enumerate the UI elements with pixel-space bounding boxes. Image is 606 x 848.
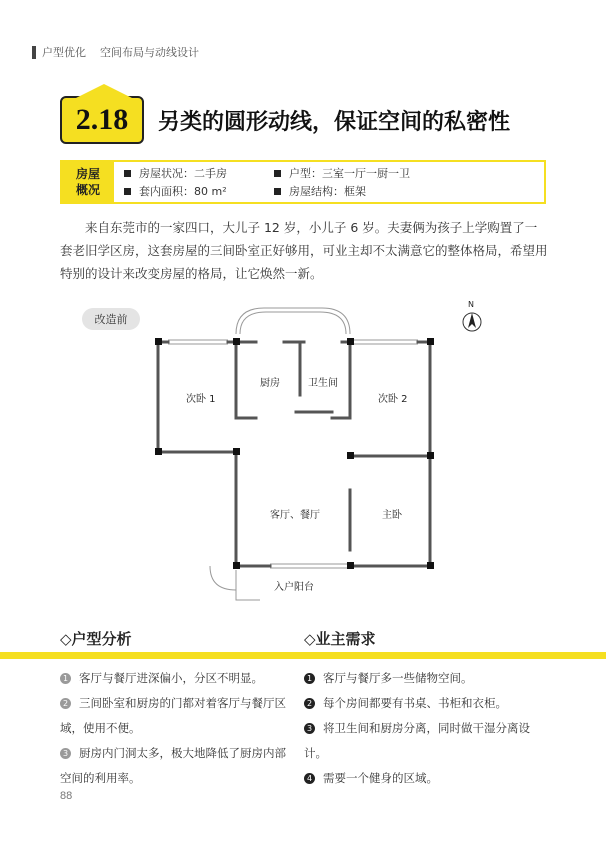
house-info-box (60, 160, 546, 204)
section-heading: 另类的圆形动线，保证空间的私密性 (158, 109, 511, 135)
needs-title: ◇业主需求 (304, 630, 376, 648)
section-number-badge (60, 96, 144, 144)
floor-plan-drawing (60, 300, 546, 612)
list-item: 3 厨房内门洞太多，极大地降低了厨房内部空间的利用率。 (60, 746, 286, 785)
list-item: 4 需要一个健身的区域。 (304, 766, 548, 791)
room-label: 次卧 1 (186, 394, 216, 405)
plan-tag: 改造前 (82, 308, 140, 330)
section-title (60, 94, 510, 146)
info-item: 套内面积：80 m² (124, 183, 274, 199)
room-label: 主卧 (382, 510, 402, 521)
room-label: 卫生间 (308, 378, 338, 389)
analysis-title: ◇户型分析 (60, 630, 132, 648)
list-item: 1 客厅与餐厅多一些储物空间。 (304, 666, 548, 691)
compass-label: N (468, 300, 474, 309)
info-item: 房屋状况：二手房 (124, 165, 274, 181)
info-item: 房屋结构：框架 (274, 183, 534, 199)
room-label: 次卧 2 (378, 394, 408, 405)
header-bar (32, 46, 36, 59)
header-subtitle: 空间布局与动线设计 (100, 46, 199, 59)
needs-list (304, 666, 548, 791)
list-item: 2 每个房间都要有书桌、书柜和衣柜。 (304, 691, 548, 716)
running-header (32, 44, 199, 60)
room-label: 客厅、餐厅 (270, 510, 320, 521)
intro-paragraph: 来自东莞市的一家四口，大儿子 12 岁，小儿子 6 岁。夫妻俩为孩子上学购置了一套老旧学区房，这套房屋的三间卧室正好够用，可业主却不太满意它的整体格局，希望用特别的设计来改变房屋的格局，让它焕然一新。 (60, 220, 548, 281)
list-item: 1 客厅与餐厅进深偏小，分区不明显。 (60, 666, 290, 691)
floor-plan (60, 300, 546, 612)
info-label: 房屋概况 (62, 162, 114, 202)
room-label: 厨房 (260, 378, 280, 389)
section-number: 2.18 (75, 103, 129, 136)
list-item: 2 三间卧室和厨房的门都对着客厅与餐厅区域，使用不便。 (60, 696, 286, 735)
compass-icon (463, 313, 481, 331)
header-chapter: 户型优化 (42, 46, 86, 59)
info-item: 户型：三室一厅一厨一卫 (274, 165, 534, 181)
info-grid (114, 162, 544, 202)
analysis-list (60, 666, 290, 791)
room-label: 入户阳台 (274, 582, 314, 593)
page-number: 88 (60, 790, 73, 802)
list-item: 3 将卫生间和厨房分离，同时做干湿分离设计。 (304, 721, 530, 760)
divider-band (0, 652, 606, 659)
